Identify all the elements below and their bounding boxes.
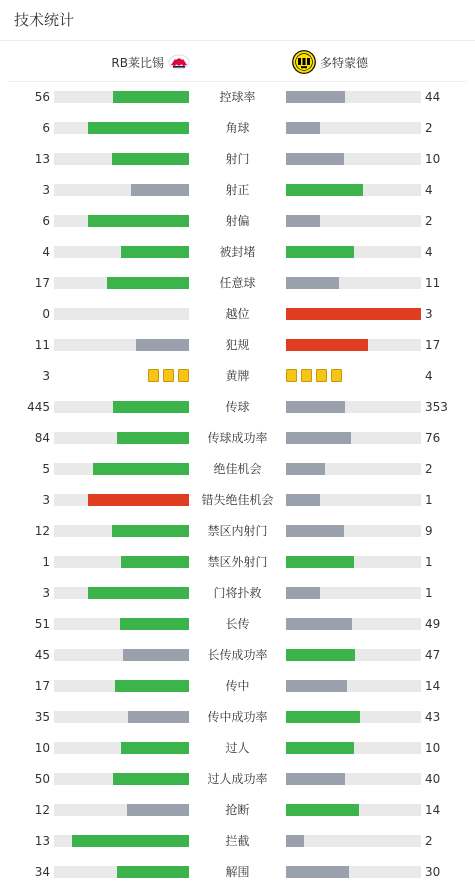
stat-row[interactable]	[0, 242, 475, 262]
home-bar-fill	[72, 835, 189, 847]
away-bar-track	[286, 432, 421, 444]
stat-label: 犯规	[225, 338, 250, 352]
away-bar-track	[286, 122, 421, 134]
away-bar-fill	[286, 773, 345, 785]
away-value: 14	[425, 679, 441, 693]
away-bar-fill	[286, 153, 344, 165]
stat-row[interactable]	[0, 862, 475, 882]
home-bar-fill	[115, 680, 189, 692]
home-value: 84	[34, 431, 50, 445]
stat-row[interactable]	[0, 769, 475, 789]
away-value: 49	[425, 617, 441, 631]
away-bar-fill	[286, 866, 349, 878]
stat-row[interactable]	[0, 552, 475, 572]
away-bar-track	[286, 339, 421, 351]
stat-label: 过人成功率	[207, 772, 268, 786]
yellow-card-icon	[163, 369, 174, 382]
home-bar-track	[54, 649, 189, 661]
away-value: 4	[425, 369, 433, 383]
away-bar-fill	[286, 711, 360, 723]
home-bar-fill	[131, 184, 189, 196]
stat-label: 长传	[225, 617, 250, 631]
away-bar-track	[286, 618, 421, 630]
away-bar-track	[286, 525, 421, 537]
home-bar-fill	[113, 91, 189, 103]
away-bar-track	[286, 215, 421, 227]
away-bar-fill	[286, 618, 352, 630]
away-bar-track	[286, 587, 421, 599]
away-value: 10	[425, 741, 441, 755]
away-bar-track	[286, 494, 421, 506]
away-value: 43	[425, 710, 441, 724]
home-bar-track	[54, 587, 189, 599]
home-value: 11	[34, 338, 50, 352]
stat-label: 拦截	[225, 834, 250, 848]
home-bar-track	[54, 463, 189, 475]
away-value: 44	[425, 90, 441, 104]
home-bar-fill	[112, 153, 189, 165]
away-bar-track	[286, 308, 421, 320]
away-bar-track	[286, 649, 421, 661]
home-bar-track	[54, 711, 189, 723]
stat-row[interactable]	[0, 211, 475, 231]
home-bar-track	[54, 184, 189, 196]
stat-row[interactable]	[0, 645, 475, 665]
away-bar-track	[286, 680, 421, 692]
home-value: 445	[27, 400, 50, 414]
home-bar-fill	[117, 866, 189, 878]
home-value: 1	[42, 555, 50, 569]
home-bar-fill	[113, 401, 189, 413]
away-value: 40	[425, 772, 441, 786]
stat-row[interactable]	[0, 87, 475, 107]
stat-row[interactable]	[0, 831, 475, 851]
away-bar-fill	[286, 122, 320, 134]
team-header	[0, 47, 475, 77]
home-bar-fill	[121, 556, 189, 568]
home-value: 3	[42, 493, 50, 507]
away-bar-track	[286, 153, 421, 165]
away-bar-fill	[286, 277, 339, 289]
away-bar-fill	[286, 339, 368, 351]
away-bar-track	[286, 91, 421, 103]
stat-label: 传中成功率	[207, 710, 268, 724]
away-value: 1	[425, 555, 433, 569]
stat-label: 控球率	[219, 90, 256, 104]
stat-label: 被封堵	[219, 245, 256, 259]
home-bar-fill	[117, 432, 189, 444]
home-value: 56	[34, 90, 50, 104]
stat-label: 错失绝佳机会	[201, 493, 274, 507]
away-value: 76	[425, 431, 441, 445]
stat-row[interactable]	[0, 707, 475, 727]
away-bar-fill	[286, 680, 347, 692]
home-bar-track	[54, 618, 189, 630]
away-value: 47	[425, 648, 441, 662]
away-bar-fill	[286, 463, 325, 475]
home-value: 5	[42, 462, 50, 476]
stat-label: 射门	[225, 152, 250, 166]
away-bar-fill	[286, 246, 354, 258]
away-bar-track	[286, 773, 421, 785]
home-value: 10	[34, 741, 50, 755]
yellow-card-icon	[178, 369, 189, 382]
away-bar-track	[286, 184, 421, 196]
home-bar-track	[54, 91, 189, 103]
stat-label: 射正	[225, 183, 250, 197]
yellow-card-icon	[148, 369, 159, 382]
home-value: 6	[42, 121, 50, 135]
stat-label: 传中	[225, 679, 250, 693]
home-team[interactable]	[111, 47, 190, 77]
home-bar-fill	[128, 711, 189, 723]
away-bar-fill	[286, 184, 363, 196]
stat-row[interactable]	[0, 800, 475, 820]
stat-label: 抢断	[225, 803, 250, 817]
home-value: 12	[34, 803, 50, 817]
stat-row[interactable]	[0, 490, 475, 510]
stat-label: 门将扑救	[213, 586, 262, 600]
away-value: 2	[425, 834, 433, 848]
home-bar-fill	[88, 215, 189, 227]
home-bar-fill	[123, 649, 189, 661]
stat-row[interactable]	[0, 738, 475, 758]
stat-row[interactable]	[0, 521, 475, 541]
home-bar-track	[54, 494, 189, 506]
yellow-card-icon	[331, 369, 342, 382]
home-bar-fill	[121, 246, 189, 258]
home-value: 3	[42, 183, 50, 197]
away-bar-track	[286, 742, 421, 754]
stat-row[interactable]	[0, 273, 475, 293]
page-title: 技术统计	[14, 11, 75, 29]
home-team-name: RB莱比锡	[111, 55, 164, 70]
home-bar-track	[54, 246, 189, 258]
stat-label: 传球成功率	[207, 431, 268, 445]
stat-label: 任意球	[219, 276, 256, 290]
home-bar-track	[54, 804, 189, 816]
away-bar-fill	[286, 432, 351, 444]
away-value: 17	[425, 338, 441, 352]
away-bar-track	[286, 463, 421, 475]
home-value: 3	[42, 586, 50, 600]
home-yellow-cards	[148, 369, 189, 383]
home-value: 50	[34, 772, 50, 786]
home-bar-fill	[93, 463, 189, 475]
home-bar-track	[54, 773, 189, 785]
home-bar-fill	[88, 122, 189, 134]
home-bar-fill	[112, 525, 189, 537]
away-bar-track	[286, 804, 421, 816]
home-bar-track	[54, 277, 189, 289]
home-bar-track	[54, 680, 189, 692]
away-bar-fill	[286, 91, 345, 103]
stat-label: 解围	[225, 865, 250, 879]
home-bar-track	[54, 742, 189, 754]
away-bar-fill	[286, 587, 320, 599]
away-value: 1	[425, 586, 433, 600]
away-bar-track	[286, 401, 421, 413]
away-value: 4	[425, 183, 433, 197]
stat-row[interactable]	[0, 583, 475, 603]
home-bar-fill	[120, 618, 189, 630]
home-bar-track	[54, 866, 189, 878]
home-value: 3	[42, 369, 50, 383]
stat-label: 禁区内射门	[207, 524, 268, 538]
home-value: 13	[34, 152, 50, 166]
away-bar-track	[286, 835, 421, 847]
away-team[interactable]	[292, 47, 368, 77]
home-bar-track	[54, 122, 189, 134]
home-bar-fill	[127, 804, 189, 816]
yellow-card-icon	[316, 369, 327, 382]
home-value: 35	[34, 710, 50, 724]
away-value: 10	[425, 152, 441, 166]
away-value: 2	[425, 214, 433, 228]
away-bar-track	[286, 711, 421, 723]
away-value: 9	[425, 524, 433, 538]
away-bar-track	[286, 246, 421, 258]
stat-label: 黄牌	[225, 369, 250, 383]
rb-leipzig-logo-icon	[168, 54, 190, 70]
stat-row[interactable]	[0, 614, 475, 634]
away-value: 2	[425, 462, 433, 476]
stat-row[interactable]	[0, 676, 475, 696]
away-value: 30	[425, 865, 441, 879]
stat-label: 禁区外射门	[207, 555, 268, 569]
stat-row[interactable]	[0, 304, 475, 324]
home-value: 17	[34, 679, 50, 693]
away-value: 2	[425, 121, 433, 135]
home-bar-track	[54, 432, 189, 444]
header-divider	[8, 81, 467, 82]
away-bar-fill	[286, 556, 354, 568]
home-bar-fill	[113, 773, 189, 785]
away-bar-fill	[286, 215, 320, 227]
away-bar-fill	[286, 525, 344, 537]
away-value: 1	[425, 493, 433, 507]
home-value: 13	[34, 834, 50, 848]
away-value: 353	[425, 400, 448, 414]
home-bar-track	[54, 215, 189, 227]
stat-row[interactable]	[0, 397, 475, 417]
stat-row[interactable]	[0, 149, 475, 169]
away-bar-fill	[286, 401, 345, 413]
away-bar-fill	[286, 742, 354, 754]
home-value: 17	[34, 276, 50, 290]
stat-label: 过人	[225, 741, 250, 755]
home-value: 34	[34, 865, 50, 879]
home-bar-fill	[88, 587, 189, 599]
home-bar-track	[54, 525, 189, 537]
away-bar-fill	[286, 308, 421, 320]
stat-row[interactable]	[0, 459, 475, 479]
stat-label: 长传成功率	[207, 648, 268, 662]
away-yellow-cards	[286, 369, 342, 383]
home-bar-track	[54, 401, 189, 413]
stat-row[interactable]	[0, 428, 475, 448]
home-value: 0	[42, 307, 50, 321]
borussia-dortmund-logo-icon	[292, 50, 316, 74]
home-bar-fill	[121, 742, 189, 754]
home-bar-fill	[88, 494, 189, 506]
yellow-card-icon	[301, 369, 312, 382]
home-value: 6	[42, 214, 50, 228]
home-bar-track	[54, 153, 189, 165]
stat-label: 传球	[225, 400, 250, 414]
home-bar-track	[54, 556, 189, 568]
away-bar-fill	[286, 494, 320, 506]
stat-row[interactable]	[0, 335, 475, 355]
stat-row[interactable]	[0, 180, 475, 200]
away-bar-fill	[286, 804, 359, 816]
stat-row[interactable]	[0, 366, 475, 386]
stat-label: 越位	[225, 307, 250, 321]
stat-row[interactable]	[0, 118, 475, 138]
home-bar-track	[54, 339, 189, 351]
home-value: 45	[34, 648, 50, 662]
home-bar-track	[54, 835, 189, 847]
away-bar-track	[286, 277, 421, 289]
home-bar-fill	[107, 277, 189, 289]
away-value: 3	[425, 307, 433, 321]
away-bar-fill	[286, 835, 304, 847]
away-bar-fill	[286, 649, 355, 661]
home-value: 4	[42, 245, 50, 259]
away-team-name: 多特蒙德	[320, 55, 369, 70]
stat-label: 角球	[225, 121, 250, 135]
away-bar-track	[286, 866, 421, 878]
home-value: 12	[34, 524, 50, 538]
home-bar-fill	[136, 339, 189, 351]
yellow-card-icon	[286, 369, 297, 382]
away-value: 11	[425, 276, 441, 290]
away-value: 14	[425, 803, 441, 817]
stat-label: 射偏	[225, 214, 250, 228]
away-bar-track	[286, 556, 421, 568]
home-value: 51	[34, 617, 50, 631]
title-divider	[0, 40, 475, 41]
stat-label: 绝佳机会	[213, 462, 262, 476]
home-bar-track	[54, 308, 189, 320]
away-value: 4	[425, 245, 433, 259]
